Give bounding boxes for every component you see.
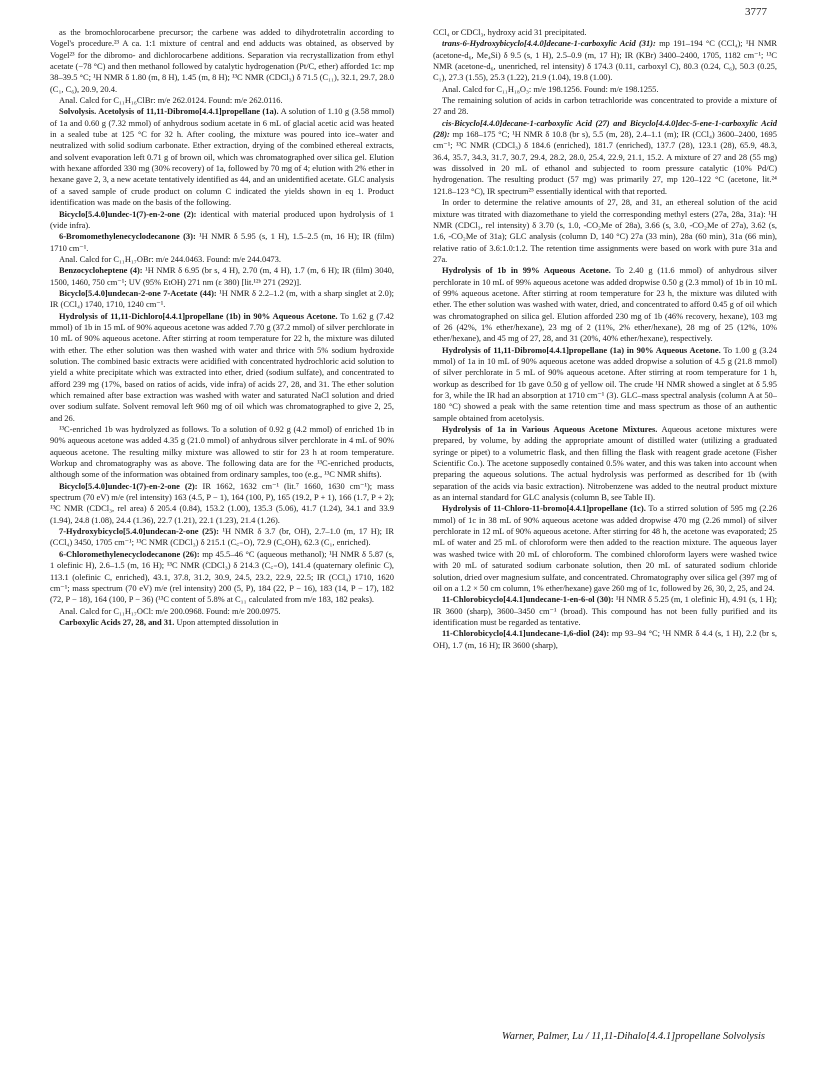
- right-column: [433, 27, 777, 1027]
- paragraph: [433, 27, 777, 38]
- paragraph-text: In order to determine the relative amounts of 27, 28, and 31, an ethereal solution of the acid mixture was titrated with diazomethane to yield the corresponding methyl esters (27a, 28a, 31a): ¹H NMR (CDCl₃, rel intensity) δ 3.70 (s, 1.0, -CO₂Me of 28a), 3.66 (s, 3.0, -CO₂Me of 27a), 3.62 (s, 1.6, -CO₂Me of 31a); GLC analysis (column D, 140 °C) 27a (33 min), 28a (60 min), 31a (66 min), relative ratio of 3.6:1.0:1.2. The retention time assignments were based on work with pure 31a and 27a.: [433, 197, 777, 264]
- paragraph: [433, 118, 777, 197]
- paragraph-heading: 6-Bromomethylenecyclodecanone (3):: [59, 231, 196, 242]
- paragraph-heading: cis-Bicyclo[4.4.0]decane-1-carboxylic Acid (27) and Bicyclo[4.4.0]dec-5-ene-1-carboxylic Acid (28):: [433, 117, 777, 140]
- paragraph: [50, 265, 394, 288]
- paragraph-heading: 6-Chloromethylenecyclodecanone (26):: [59, 548, 200, 559]
- paragraph: [50, 481, 394, 526]
- paragraph-text: ¹H NMR δ 5.25 (m, 1 olefinic H), 4.91 (s, 1 H); IR 3600 (sharp), 3600–3450 cm⁻¹ (broad). This compound has not been fully purified and its identification must be regarded as tentative.: [433, 594, 777, 627]
- paragraph-text: mp 191–194 °C (CCl₄); ¹H NMR (acetone-d₆, Me₄Si) δ 9.5 (s, 1 H), 2.5–0.9 (m, 17 H); IR (KBr) 3400–2400, 1705, 1182 cm⁻¹; ¹³C NMR (acetone-d₆, unenriched, rel intensity) δ 174.3 (0.11, carboxyl C), 80.3 (0.24, C₆), 50.3 (0.25, C₁), 27.3 (1.55), 25.3 (1.22), 21.9 (1.04), 19.8 (1.00).: [433, 38, 777, 83]
- paragraph: [433, 38, 777, 83]
- paragraph-text: ¹H NMR δ 3.7 (br, OH), 2.7–1.0 (m, 17 H); IR (CCl₄) 3450, 1705 cm⁻¹; ¹³C NMR (CDCl₃) δ 215.1 (C꜀₌O), 72.9 (C꜀OH), 62.3 (C₁, enriched).: [50, 526, 394, 548]
- paragraph-text: To 1.00 g (3.24 mmol) of 1a in 10 mL of 90% aqueous acetone was added dropwise a solution of 4.5 g (21.8 mmol) of silver perchlorate in 5 mL of 90% aqueous acetone. After stirring at room temperature for 1 h, workup as described for 1b gave 0.50 g of yellow oil. The crude ¹H NMR showed a singlet at δ 5.95 for 3, while the IR had an absorption at 1710 cm⁻¹ (3). GLC–mass spectral analysis (column A at 50–180 °C) showed a peak with the same retention time and mass spectrum as those of an authentic sample obtained from acetolysis.: [433, 344, 777, 423]
- paragraph-heading: Carboxylic Acids 27, 28, and 31.: [59, 616, 175, 627]
- paragraph: [50, 231, 394, 254]
- paragraph-heading: Solvolysis. Acetolysis of 11,11-Dibromo[4.4.1]propellane (1a).: [59, 106, 279, 117]
- paragraph: [50, 549, 394, 606]
- paragraph: [433, 503, 777, 594]
- paragraph: [50, 288, 394, 311]
- paragraph-heading: trans-6-Hydroxybicyclo[4.4.0]decane-1-carboxylic Acid (31):: [442, 38, 656, 49]
- paragraph: [433, 84, 777, 95]
- paragraph-text: mp 93–94 °C; ¹H NMR δ 4.4 (s, 1 H), 2.2 (br s, OH), 1.7 (m, 16 H); IR 3600 (sharp),: [433, 628, 777, 650]
- paragraph-text: The remaining solution of acids in carbon tetrachloride was concentrated to provide a mixture of 27 and 28.: [433, 95, 777, 117]
- paragraph: [50, 526, 394, 549]
- paragraph: [433, 265, 777, 344]
- paragraph: [433, 628, 777, 651]
- paragraph-heading: Hydrolysis of 1b in 99% Aqueous Acetone.: [442, 265, 611, 276]
- paragraph-heading: 7-Hydroxybicyclo[5.4.0]undecan-2-one (25):: [59, 526, 219, 537]
- paragraph-text: Anal. Calcd for C₁₁H₁₈O₃: m/e 198.1256. Found: m/e 198.1255.: [442, 83, 659, 94]
- paragraph: [433, 424, 777, 503]
- paragraph-text: Upon attempted dissolution in: [176, 616, 279, 627]
- paragraph-heading: Benzocycloheptene (4):: [59, 265, 143, 276]
- paragraph: [433, 197, 777, 265]
- paragraph: [50, 209, 394, 232]
- paragraph-text: mp 45.5–46 °C (aqueous methanol); ¹H NMR δ 5.87 (s, 1 olefinic H), 2.6–1.5 (m, 16 H); ¹³C NMR (CDCl₃) δ 214.3 (C꜀₌O), 141.4 (quaternary olefinic C), 113.1 (olefinic C, enriched), 43.1, 37.8, 31.2, 30.9, 24.5, 23.2, 22.9, 22.5; IR (CCl₄) 1710, 1620 cm⁻¹; mass spectrum (70 eV) m/e (rel intensity) 200 (5, P), 184 (22, P − 16), 183 (14, P − 17), 182 (72, P − 18), 164 (100, P − 36) (¹³C content of 5.8% at C₁₁ calculated from m/e 183, 182 peaks).: [50, 548, 394, 605]
- paragraph-text: CCl₄ or CDCl₃, hydroxy acid 31 precipitated.: [433, 27, 587, 37]
- paragraph-heading: Hydrolysis of 1a in Various Aqueous Acetone Mixtures.: [442, 424, 658, 435]
- paragraph-text: Aqueous acetone mixtures were prepared, by volume, by adding the appropriate amount of distilled water (utilizing a graduated syringe or pipet) to a volumetric flask, and then filling the flask with reagent grade acetone (Fisher Scientific Co.). The acetone supposedly contained 0.5% water, and this was taken into account when preparing the aqueous solutions. The actual hydrolysis was performed as described for 1b (with separation of the acids via basic extraction). Nitrobenzene was added to the neutral product mixture as an internal standard for GLC analysis (column B, see Table II).: [433, 424, 777, 503]
- paragraph-text: To a stirred solution of 595 mg (2.26 mmol) of 1c in 38 mL of 90% aqueous acetone was added dropwise 470 mg (2.26 mmol) of silver perchlorate in 12 mL of 90% aqueous acetone. After stirring for 48 h, the acetone was evaporated; 25 mL of water and 25 mL of chloroform were then added to the reaction mixture. The aqueous layer was washed twice with 20 mL of chloroform. The combined chloroform layers were washed twice with 20 mL of saturated sodium carbonate solution, then 20 mL of saturated sodium chloride solution, dried over magnesium sulfate, and concentrated. Chromatography over silica gel (397 mg of oil on a 1.2 × 50 cm column, 1% ether/hexane) gave 260 mg of 1c, followed by 26, 30, 2, 25, and 24.: [433, 503, 777, 593]
- page-number: 3777: [745, 6, 767, 18]
- paragraph-heading: Bicyclo[5.4.0]undec-1(7)-en-2-one (2):: [59, 480, 198, 491]
- paragraph-text: identical with material produced upon hydrolysis of 1 (vide infra).: [50, 208, 394, 230]
- paragraph: [50, 27, 394, 95]
- paragraph-heading: Bicyclo[5.4.0]undecan-2-one 7-Acetate (44):: [59, 287, 217, 298]
- paragraph: [50, 617, 394, 628]
- paragraph: [50, 606, 394, 617]
- paragraph-heading: Hydrolysis of 11,11-Dibromo[4.4.1]propellane (1a) in 90% Aqueous Acetone.: [442, 344, 721, 355]
- paragraph-text: ¹H NMR δ 6.95 (br s, 4 H), 2.70 (m, 4 H), 1.7 (m, 6 H); IR (film) 3040, 1500, 1460, 750 cm⁻¹; UV (95% EtOH) 271 nm (ε 380) [lit.¹²ᵇ 271 (292)].: [50, 265, 394, 287]
- paragraph: [50, 254, 394, 265]
- paragraph: [433, 95, 777, 118]
- paragraph-text: ¹H NMR δ 5.95 (s, 1 H), 1.5–2.5 (m, 16 H); IR (film) 1710 cm⁻¹.: [50, 231, 394, 253]
- paragraph-text: Anal. Calcd for C₁₁H₁₆ClBr: m/e 262.0124. Found: m/e 262.0116.: [59, 95, 283, 106]
- paragraph-heading: Bicyclo[5.4.0]undec-1(7)-en-2-one (2):: [59, 208, 197, 219]
- paragraph-text: ¹H NMR δ 2.2–1.2 (m, with a sharp singlet at 2.0); IR (CCl₄) 1740, 1710, 1240 cm⁻¹.: [50, 287, 394, 310]
- paragraph-text: ¹³C-enriched 1b was hydrolyzed as follows. To a solution of 0.92 g (4.2 mmol) of enriched 1b in 90% aqueous acetone was added 4.35 g (21.0 mmol) of anhydrous silver perchlorate in 4 mL of 90% aqueous acetone. The resulting milky mixture was allowed to stir for 23 h at room temperature. Workup and chromatography was as above. The following data are for the ¹³C-enriched products, although some of the information was obtained from ordinary samples, too (e.g., ¹³C NMR shifts).: [50, 424, 394, 480]
- paragraph: [433, 594, 777, 628]
- paragraph-heading: Hydrolysis of 11,11-Dichloro[4.4.1]propellane (1b) in 90% Aqueous Acetone.: [59, 310, 338, 321]
- paragraph-heading: Hydrolysis of 11-Chloro-11-bromo[4.4.1]propellane (1c).: [442, 503, 646, 514]
- paragraph-text: A solution of 1.10 g (3.58 mmol) of 1a and 0.60 g (7.32 mmol) of anhydrous sodium acetate in 6 mL of glacial acetic acid was heated in a sealed tube at 125 °C for 32 h. After cooling, the mixture was poured into ice–water and neutralized with solid sodium carbonate. Ether extraction, drying of the combined ethereal extracts, and solvent evaporation left 0.71 g of brown oil, which was chromatographed over silica gel. Elution with hexane afforded 330 mg (30% recovery) of 1a, followed by 70 mg of 4; elution with 2% ether in hexane gave 2, 3, a new acetate tentatively identified as 44, and an unidentified acetate. GLC analysis of a saved sample of crude product on column C indicated the yields shown in eq 1. Product identification was made on the basis of the following.: [50, 106, 394, 208]
- paragraph-text: as the bromochlorocarbene precursor; the carbene was added to dihydrotetralin according to Vogel's procedure.²³ A ca. 1:1 mixture of central and end adducts was obtained, as observed by Vogel²³ for the dibromo- and dichlorocarbene additions. Separation via recrystallization from ethyl acetate (−78 °C) and then methanol followed by catalytic hydrogenation (Pt/C, ether) afforded 1c: mp 38–39.5 °C; ¹H NMR δ 1.80 (m, 8 H), 1.45 (m, 8 H); ¹³C NMR (CDCl₃) δ 71.5 (C₁₁), 32.1, 29.7, 28.0 (C₁, C₆), 20.9, 20.4.: [50, 27, 394, 94]
- running-footer: Warner, Palmer, Lu / 11,11-Dihalo[4.4.1]propellane Solvolysis: [501, 1031, 765, 1042]
- paragraph-heading: 11-Chlorobicyclo[4.4.1]undecane-1-en-6-ol (30):: [442, 594, 614, 605]
- paragraph-text: To 1.62 g (7.42 mmol) of 1b in 15 mL of 90% aqueous acetone was added 7.70 g (37.2 mmol) of silver perchlorate in 10 mL of 90% aqueous acetone. After stirring at room temperature for 22 h, the mixture was diluted with ether. The ether solution was then washed with water and thrice with 5% sodium hydroxide solution. The combined basic extracts were acidified with concentrated hydrochloric acid solution to yield a white precipitate which was extracted into ether, dried (sodium sulfate), and concentrated to afford 239 mg (17%, based on ratios of acids, vide infra) of acids 27, 28, and 31. The ether solution which remained after base extraction was washed with water and saturated NaCl solution and dried over sodium sulfate. Solvent removal left 960 mg of oil which was chromatographed to give 2, 25, and 26.: [50, 310, 394, 423]
- paragraph-text: Anal. Calcd for C₁₁H₁₇OCl: m/e 200.0968. Found: m/e 200.0975.: [59, 605, 281, 616]
- paragraph: [50, 106, 394, 208]
- paragraph-heading: 11-Chlorobicyclo[4.4.1]undecane-1,6-diol (24):: [442, 628, 610, 639]
- paragraph: [50, 424, 394, 481]
- paragraph: [433, 345, 777, 424]
- paragraph-text: Anal. Calcd for C₁₁H₁₇OBr: m/e 244.0463. Found: m/e 244.0473.: [59, 253, 281, 264]
- paragraph-text: IR 1662, 1632 cm⁻¹ (lit.⁷ 1660, 1630 cm⁻¹); mass spectrum (70 eV) m/e (rel intensity) 163 (4.5, P − 1), 164 (100, P), 165 (19.2, P + 1), 166 (1.7, P + 2); ¹³C NMR (CDCl₃, rel area) δ 205.4 (0.84), 153.2 (1.00), 135.3 (5.06), 41.7 (1.24), 34.1 and 33.9 (1.94), 24.8 (1.08), 24.4 (1.36), 22.7 (1.21), 22.1 (1.23), 21.4 (1.26).: [50, 480, 394, 525]
- paragraph: [50, 95, 394, 106]
- paragraph-text: mp 168–175 °C; ¹H NMR δ 10.8 (br s), 5.5 (m, 28), 2.4–1.1 (m); IR (CCl₄) 3600–2400, 1695 cm⁻¹; ¹³C NMR (CDCl₃) δ 184.6 (enriched), 181.7 (enriched), 137.7 (28), 123.1 (28), 65.9, 48.3, 36.4, 35.7, 34.3, 31.7, 30.7, 29.4, 28.2, 28.0, 25.4, 22.9, 21.1, 15.2. A mixture of 27 and 28 (55 mg) was dissolved in 20 mL of ethanol and subjected to room pressure catalytic (10% Pd/C) hydrogenation. The resulting product (57 mg) was primarily 27, mp 120–122 °C (acetone, lit.²⁴ 121.8–123 °C), IR spectrum²⁵ essentially identical with that reported.: [433, 129, 777, 196]
- left-column: [50, 27, 394, 1027]
- paragraph-text: To 2.40 g (11.6 mmol) of anhydrous silver perchlorate in 10 mL of 99% aqueous acetone was added dropwise 0.50 g (2.3 mmol) of 1b in 10 mL of 99% aqueous acetone. After stirring at room temperature for 23 h, the mixture was diluted with ether. The ether solution was washed with water, dried, and concentrated to afford 0.45 g of oil which was chromatographed on silica gel. Elution afforded 230 mg of 1b (46% recovery, hexane), 103 mg of 26 (42%, 1% ether/hexane), 23 mg of 2 (11%, 2% ether/hexane), 28 mg of 25 (12%, 10% ether/hexane), and 45 mg of 27, 28, and 31 (20%, 40% ether/hexane), respectively.: [433, 265, 777, 344]
- paragraph: [50, 311, 394, 424]
